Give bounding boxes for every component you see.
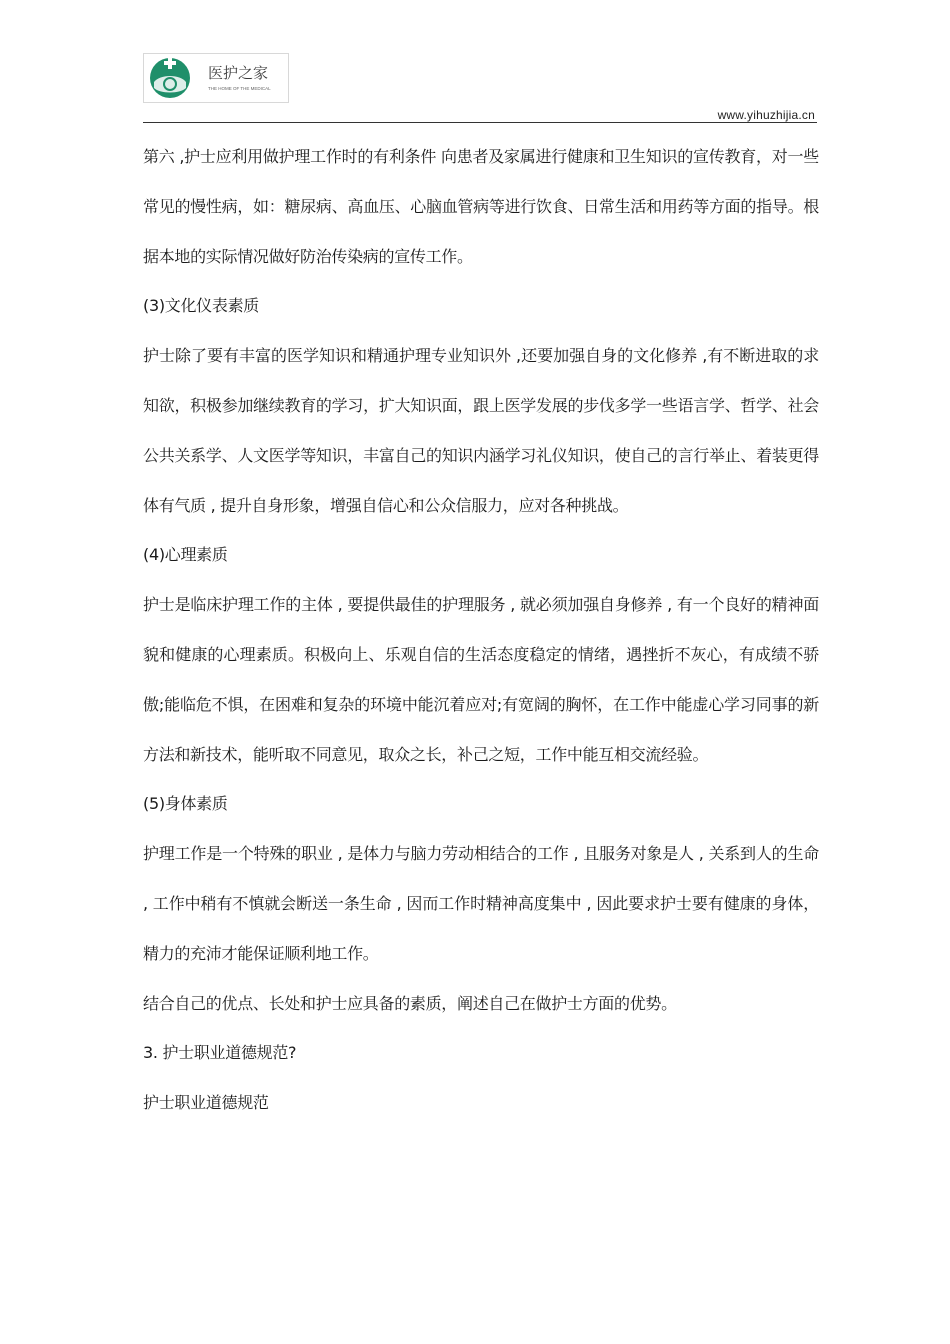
heading-psychological-quality: (4)心理素质	[143, 545, 228, 565]
logo-graphic	[144, 54, 288, 102]
heading-physical-quality: (5)身体素质	[143, 794, 228, 814]
paragraph-cultural-quality: 护士除了要有丰富的医学知识和精通护理专业知识外 ,还要加强自身的文化修养 ,有不断进取的求知欲，积极参加继续教育的学习，扩大知识面，跟上医学发展的步伐多学一些语言学、哲学、社会公共关系学、人文医学等知识，丰富自己的知识内涵学习礼仪知识，使自己的言行举止、着装更得体有气质 , 提升自身形象，增强自信心和公众信服力，应对各种挑战。	[143, 346, 819, 515]
heading-ethics: 护士职业道德规范	[143, 1093, 269, 1113]
heading-cultural-quality: (3)文化仪表素质	[143, 296, 259, 316]
document-body	[143, 132, 819, 1128]
site-logo	[143, 53, 289, 103]
paragraph-physical-quality: 护理工作是一个特殊的职业 , 是体力与脑力劳动相结合的工作 , 且服务对象是人 , 关系到人的生命 , 工作中稍有不慎就会断送一条生命 , 因而工作时精神高度集中 , 因此要求护士要有健康的身体，精力的充沛才能保证顺利地工作。	[143, 844, 819, 963]
question-ethics: 3. 护士职业道德规范?	[143, 1043, 297, 1063]
paragraph-advantages: 结合自己的优点、长处和护士应具备的素质，阐述自己在做护士方面的优势。	[143, 993, 677, 1013]
logo-subtext: THE HOME OF THE MEDICAL	[208, 86, 271, 91]
paragraph-health-education: 第六 ,护士应利用做护理工作时的有利条件 向患者及家属进行健康和卫生知识的宣传教育，对一些常见的慢性病，如：糖尿病、高血压、心脑血管病等进行饮食、日常生活和用药等方面的指导。根据本地的实际情况做好防治传染病的宣传工作。	[143, 147, 819, 266]
paragraph-psychological-quality: 护士是临床护理工作的主体 , 要提供最佳的护理服务 , 就必须加强自身修养 , 有一个良好的精神面貌和健康的心理素质。积极向上、乐观自信的生活态度稳定的情绪，遇挫折不灰心，有成绩不骄傲;能临危不惧，在困难和复杂的环境中能沉着应对;有宽阔的胸怀，在工作中能虚心学习同事的新方法和新技术，能听取不同意见，取众之长，补己之短，工作中能互相交流经验。	[143, 595, 819, 764]
header-divider	[143, 122, 817, 123]
site-url: www.yihuzhijia.cn	[717, 108, 815, 122]
logo-text: 医护之家	[208, 64, 269, 82]
